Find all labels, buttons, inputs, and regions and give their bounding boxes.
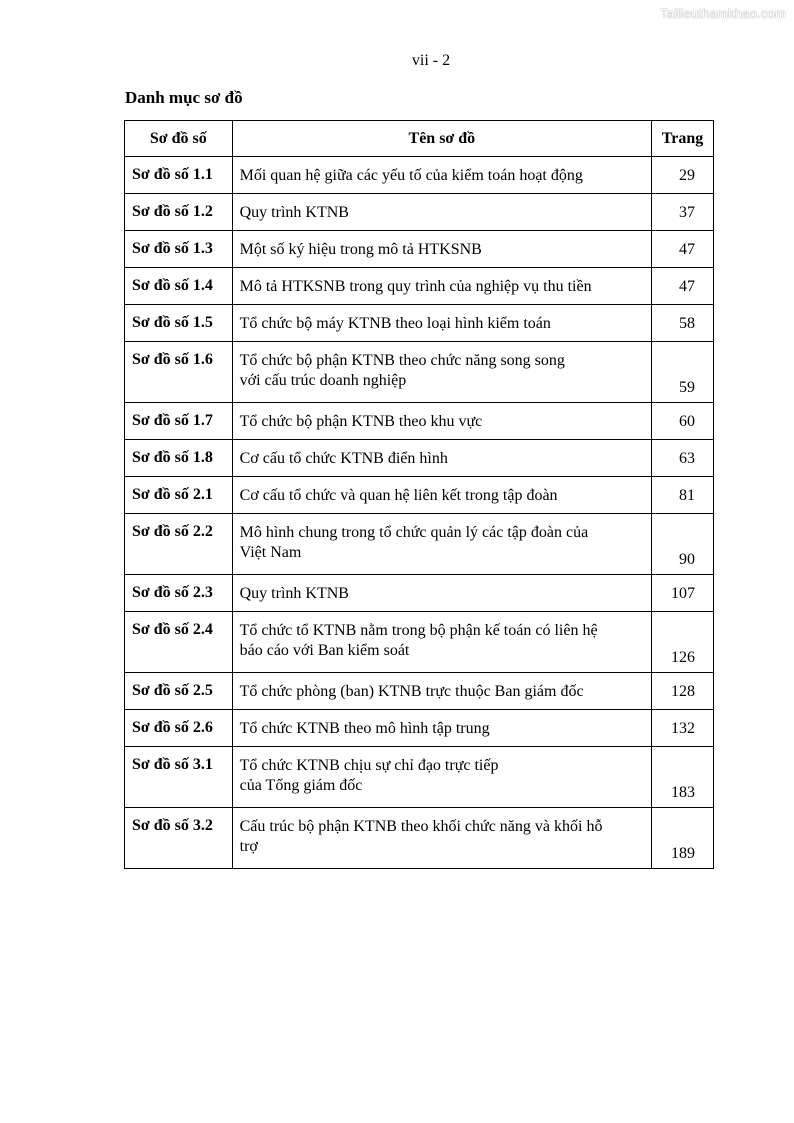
diagram-number-cell: Sơ đồ số 3.1 (125, 747, 233, 808)
page-number-cell: 60 (652, 403, 714, 440)
page-number-cell: 63 (652, 440, 714, 477)
page-number-cell: 189 (652, 808, 714, 869)
diagram-name-cell: Quy trình KTNB (232, 194, 651, 231)
table-row (125, 710, 714, 747)
page-number-cell: 90 (652, 514, 714, 575)
watermark: Tailieuthamkhao.com (660, 6, 786, 21)
table-row (125, 477, 714, 514)
diagram-name-cell: Cơ cấu tổ chức và quan hệ liên kết trong tập đoàn (232, 477, 651, 514)
table-header-row (125, 121, 714, 157)
page-number-cell: 58 (652, 305, 714, 342)
diagram-name-cell: Cơ cấu tổ chức KTNB điển hình (232, 440, 651, 477)
diagram-number-cell: Sơ đồ số 2.4 (125, 612, 233, 673)
diagram-name-cell: Tổ chức bộ máy KTNB theo loại hình kiểm toán (232, 305, 651, 342)
diagram-number-cell: Sơ đồ số 3.2 (125, 808, 233, 869)
diagram-number-cell: Sơ đồ số 1.6 (125, 342, 233, 403)
diagram-number-cell: Sơ đồ số 2.1 (125, 477, 233, 514)
diagram-name-cell: Tổ chức KTNB chịu sự chỉ đạo trực tiếp của Tổng giám đốc (232, 747, 651, 808)
table-row (125, 231, 714, 268)
table-row (125, 268, 714, 305)
section-title: Danh mục sơ đồ (125, 88, 243, 107)
diagram-number-cell: Sơ đồ số 2.3 (125, 575, 233, 612)
table-row (125, 305, 714, 342)
page-number-cell: 128 (652, 673, 714, 710)
table-row (125, 342, 714, 403)
diagram-name-cell: Mô hình chung trong tổ chức quản lý các tập đoàn của Việt Nam (232, 514, 651, 575)
diagram-name-cell: Tổ chức bộ phận KTNB theo chức năng song song với cấu trúc doanh nghiệp (232, 342, 651, 403)
table-row (125, 194, 714, 231)
header-diagram-name: Tên sơ đồ (232, 121, 651, 157)
page-number-cell: 47 (652, 268, 714, 305)
table-row (125, 575, 714, 612)
diagram-name-cell: Mô tả HTKSNB trong quy trình của nghiệp vụ thu tiền (232, 268, 651, 305)
page-number-cell: 132 (652, 710, 714, 747)
diagram-name-cell: Tổ chức tổ KTNB nằm trong bộ phận kế toán có liên hệ báo cáo với Ban kiểm soát (232, 612, 651, 673)
page-number-cell: 81 (652, 477, 714, 514)
diagram-name-cell: Tổ chức bộ phận KTNB theo khu vực (232, 403, 651, 440)
diagram-name-cell: Quy trình KTNB (232, 575, 651, 612)
diagram-number-cell: Sơ đồ số 2.2 (125, 514, 233, 575)
header-page: Trang (652, 121, 714, 157)
diagram-name-cell: Tổ chức KTNB theo mô hình tập trung (232, 710, 651, 747)
page-number-cell: 37 (652, 194, 714, 231)
diagram-number-cell: Sơ đồ số 1.7 (125, 403, 233, 440)
diagram-number-cell: Sơ đồ số 1.3 (125, 231, 233, 268)
table-body (125, 157, 714, 869)
page-number-cell: 59 (652, 342, 714, 403)
header-diagram-number: Sơ đồ số (125, 121, 233, 157)
table-row (125, 514, 714, 575)
diagram-number-cell: Sơ đồ số 1.8 (125, 440, 233, 477)
table-row (125, 612, 714, 673)
page-number-cell: 183 (652, 747, 714, 808)
diagram-number-cell: Sơ đồ số 1.4 (125, 268, 233, 305)
table-row (125, 747, 714, 808)
diagram-number-cell: Sơ đồ số 1.5 (125, 305, 233, 342)
table-row (125, 440, 714, 477)
diagram-name-cell: Tổ chức phòng (ban) KTNB trực thuộc Ban giám đốc (232, 673, 651, 710)
diagram-number-cell: Sơ đồ số 1.2 (125, 194, 233, 231)
diagram-list-table (124, 120, 714, 869)
table-row (125, 673, 714, 710)
diagram-name-cell: Một số ký hiệu trong mô tả HTKSNB (232, 231, 651, 268)
table-row (125, 808, 714, 869)
page-number: vii - 2 (411, 52, 451, 69)
diagram-number-cell: Sơ đồ số 1.1 (125, 157, 233, 194)
diagram-number-cell: Sơ đồ số 2.6 (125, 710, 233, 747)
table-row (125, 403, 714, 440)
page-number-cell: 126 (652, 612, 714, 673)
diagram-name-cell: Mối quan hệ giữa các yếu tố của kiểm toán hoạt động (232, 157, 651, 194)
table-row (125, 157, 714, 194)
diagram-name-cell: Cấu trúc bộ phận KTNB theo khối chức năng và khối hỗ trợ (232, 808, 651, 869)
diagram-number-cell: Sơ đồ số 2.5 (125, 673, 233, 710)
page-number-cell: 47 (652, 231, 714, 268)
page-number-cell: 29 (652, 157, 714, 194)
page-number-cell: 107 (652, 575, 714, 612)
